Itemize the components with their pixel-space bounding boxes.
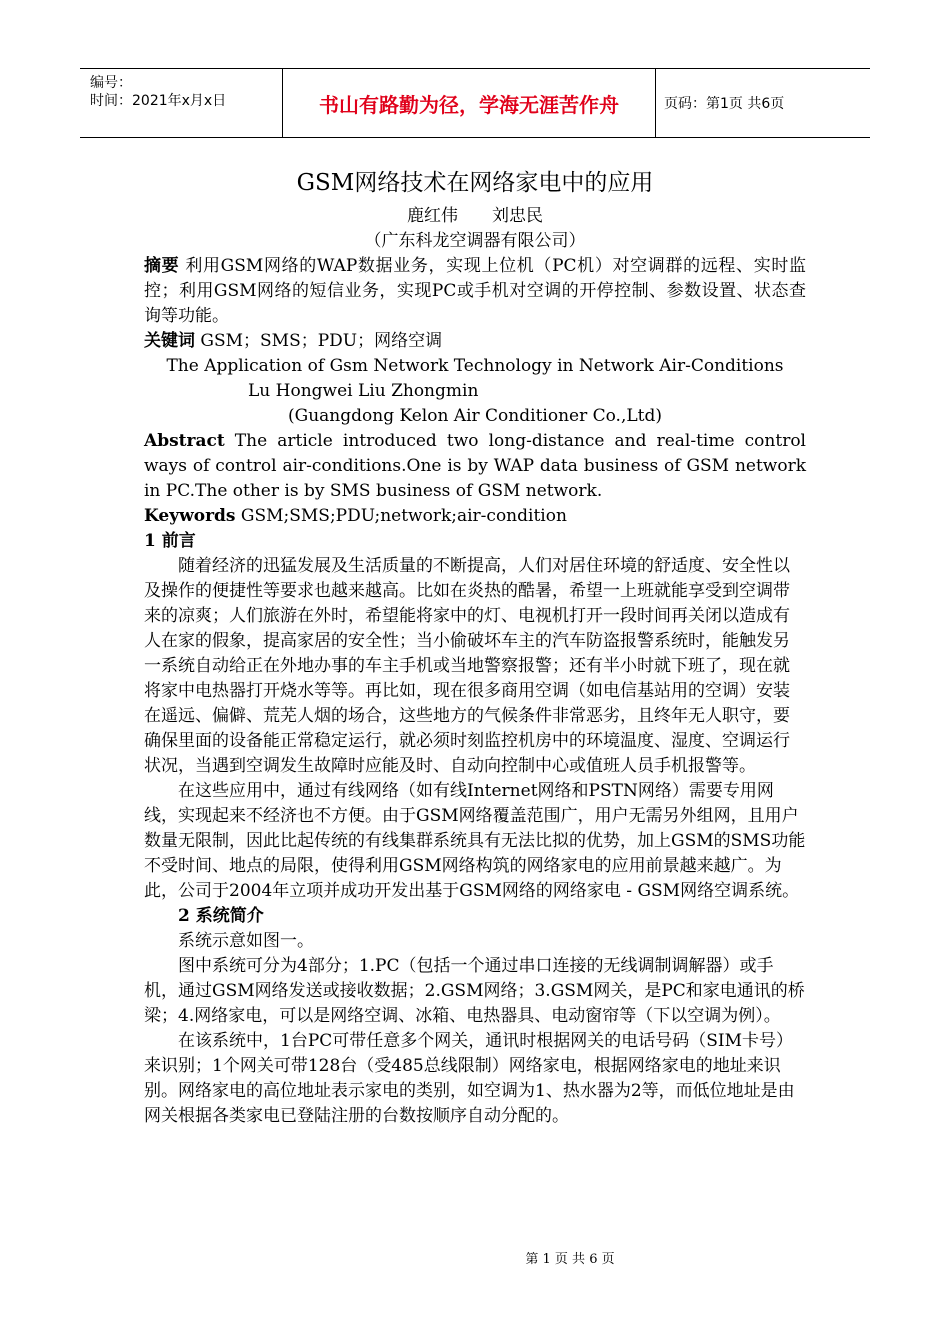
keywords-cn	[144, 329, 806, 354]
section-2-heading: 2 系统简介	[178, 906, 264, 926]
en-affiliation: (Guangdong Kelon Air Conditioner Co.,Ltd)	[288, 406, 662, 426]
section-2-paragraph-2: 图中系统可分为4部分；1.PC（包括一个通过串口连接的无线调制调解器）或手机，通过GSM网络发送或接收数据；2.GSM网络；3.GSM网关，是PC和家电通讯的桥梁；4.网络家电，可以是网络空调、冰箱、电热器具、电动窗帘等（下以空调为例）。	[144, 956, 805, 1026]
header-meta-cell	[80, 69, 283, 137]
motto: 书山有路勤为径，学海无涯苦作舟	[283, 69, 656, 137]
time-label: 时间：2021年x月x日	[90, 93, 227, 109]
page-footer	[0, 1248, 950, 1267]
keywords-text: GSM；SMS；PDU；网络空调	[195, 331, 443, 351]
abstract-label: 摘要	[144, 256, 180, 276]
page-info: 页码：第1页 共6页	[664, 96, 785, 112]
en-keywords-label: Keywords	[144, 506, 236, 526]
en-authors: Lu Hongwei Liu Zhongmin	[248, 381, 479, 401]
keywords-label: 关键词	[144, 331, 195, 351]
header-table	[80, 68, 870, 138]
section-2-paragraph-1: 系统示意如图一。	[178, 931, 314, 951]
en-keywords-text: GSM;SMS;PDU;network;air-condition	[235, 506, 567, 526]
abstract-text: 利用GSM网络的WAP数据业务，实现上位机（PC机）对空调群的远程、实时监控；利用GSM网络的短信业务，实现PC或手机对空调的开停控制、参数设置、状态查询等功能。	[144, 256, 807, 326]
section-1-heading: 1 前言	[144, 531, 196, 551]
affiliation: （广东科龙空调器有限公司）	[364, 231, 586, 251]
en-abstract-label: Abstract	[144, 431, 225, 451]
section-1-paragraph-2: 在这些应用中，通过有线网络（如有线Internet网络和PSTN网络）需要专用网线，实现起来不经济也不方便。由于GSM网络覆盖范围广，用户无需另外组网，且用户数量无限制，因此比起传统的有线集群系统具有无法比拟的优势，加上GSM的SMS功能不受时间、地点的局限，使得利用GSM网络构筑的网络家电的应用前景越来越广。为此，公司于2004年立项并成功开发出基于GSM网络的网络家电 - GSM网络空调系统。	[144, 781, 806, 901]
article-title: GSM网络技术在网络家电中的应用	[296, 170, 654, 196]
footer-page-number: 第 1 页 共 6 页	[525, 1252, 615, 1267]
section-1-paragraph-1: 随着经济的迅猛发展及生活质量的不断提高，人们对居住环境的舒适度、安全性以及操作的便捷性等要求也越来越高。比如在炎热的酷暑，希望一上班就能享受到空调带来的凉爽；人们旅游在外时，希望能将家中的灯、电视机打开一段时间再关闭以造成有人在家的假象，提高家居的安全性；当小偷破坏车主的汽车防盗报警系统时，能触发另一系统自动给正在外地办事的车主手机或当地警察报警；还有半小时就下班了，现在就将家中电热器打开烧水等等。再比如，现在很多商用空调（如电信基站用的空调）安装在遥远、偏僻、荒芜人烟的场合，这些地方的气候条件非常恶劣，且终年无人职守，要确保里面的设备能正常稳定运行，就必须时刻监控机房中的环境温度、湿度、空调运行状况，当遇到空调发生故障时应能及时、自动向控制中心或值班人员手机报警等。	[144, 556, 790, 776]
en-title: The Application of Gsm Network Technology in Network Air-Conditions	[166, 356, 784, 376]
abstract-cn	[144, 254, 806, 329]
section-2-paragraph-3: 在该系统中，1台PC可带任意多个网关，通讯时根据网关的电话号码（SIM卡号）来识别；1个网关可带128台（受485总线限制）网络家电，根据网络家电的地址来识别。网络家电的高位地址表示家电的类别，如空调为1、热水器为2等，而低位地址是由网关根据各类家电已登陆注册的台数按顺序自动分配的。	[144, 1031, 795, 1126]
en-abstract-text: The article introduced two long-distance and real-time control ways of control air-conditions.One is by WAP data business of GSM network in PC.The other is by SMS business of GSM network.	[144, 431, 806, 501]
authors: 鹿红伟 刘忠民	[407, 206, 543, 226]
number-label: 编号：	[90, 75, 132, 91]
keywords-en	[144, 504, 806, 529]
abstract-en	[144, 429, 806, 504]
article-body	[144, 166, 806, 1129]
